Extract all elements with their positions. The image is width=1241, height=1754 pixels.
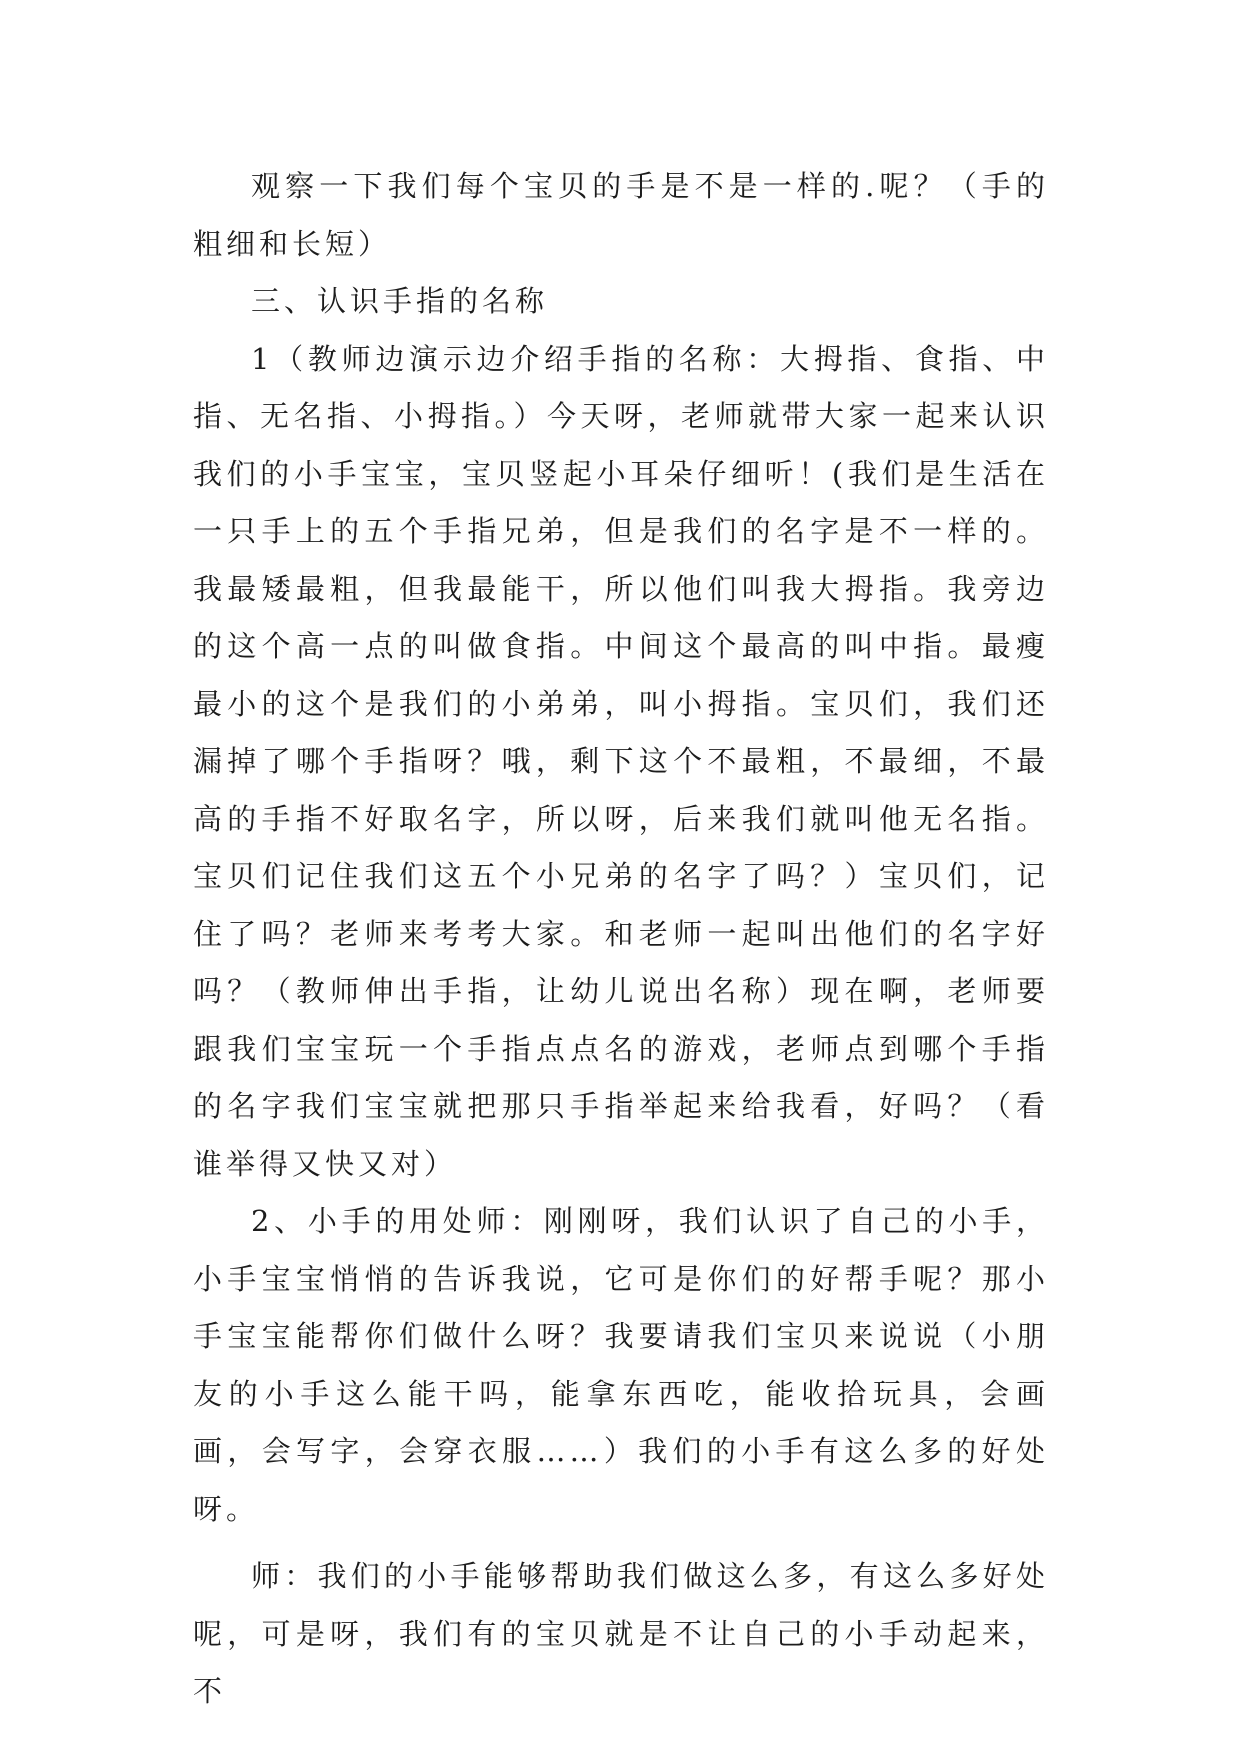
paragraph-hand-uses: 2、小手的用处师：刚刚呀，我们认识了自己的小手，小手宝宝悄悄的告诉我说，它可是你们的好帮手呢？那小手宝宝能帮你们做什么呀？我要请我们宝贝来说说（小朋友的小手这么能干吗，能拿东西吃，能收拾玩具，会画画，会写字，会穿衣服……）我们的小手有这么多的好处呀。 <box>193 1204 1049 1526</box>
document-page <box>193 158 1049 1721</box>
paragraph-finger-names: 1（教师边演示边介绍手指的名称：大拇指、食指、中指、无名指、小拇指。）今天呀，老师就带大家一起来认识我们的小手宝宝，宝贝竖起小耳朵仔细听！(我们是生活在一只手上的五个手指兄弟，但是我们的名字是不一样的。我最矮最粗，但我最能干，所以他们叫我大拇指。我旁边的这个高一点的叫做食指。中间这个最高的叫中指。最瘦最小的这个是我们的小弟弟，叫小拇指。宝贝们，我们还漏掉了哪个手指呀？哦，剩下这个不最粗，不最细，不最高的手指不好取名字，所以呀，后来我们就叫他无名指。宝贝们记住我们这五个小兄弟的名字了吗？）宝贝们，记住了吗？老师来考考大家。和老师一起叫出他们的名字好吗？（教师伸出手指，让幼儿说出名称）现在啊，老师要跟我们宝宝玩一个手指点点名的游戏，老师点到哪个手指的名字我们宝宝就把那只手指举起来给我看，好吗？（看谁举得又快又对） <box>193 341 1049 1181</box>
paragraph-teacher-remark: 师：我们的小手能够帮助我们做这么多，有这么多好处呢，可是呀，我们有的宝贝就是不让自己的小手动起来，不 <box>193 1559 1049 1708</box>
paragraph-observe-hands: 观察一下我们每个宝贝的手是不是一样的.呢？（手的粗细和长短） <box>193 169 1049 261</box>
section-heading-finger-names: 三、认识手指的名称 <box>251 284 549 318</box>
